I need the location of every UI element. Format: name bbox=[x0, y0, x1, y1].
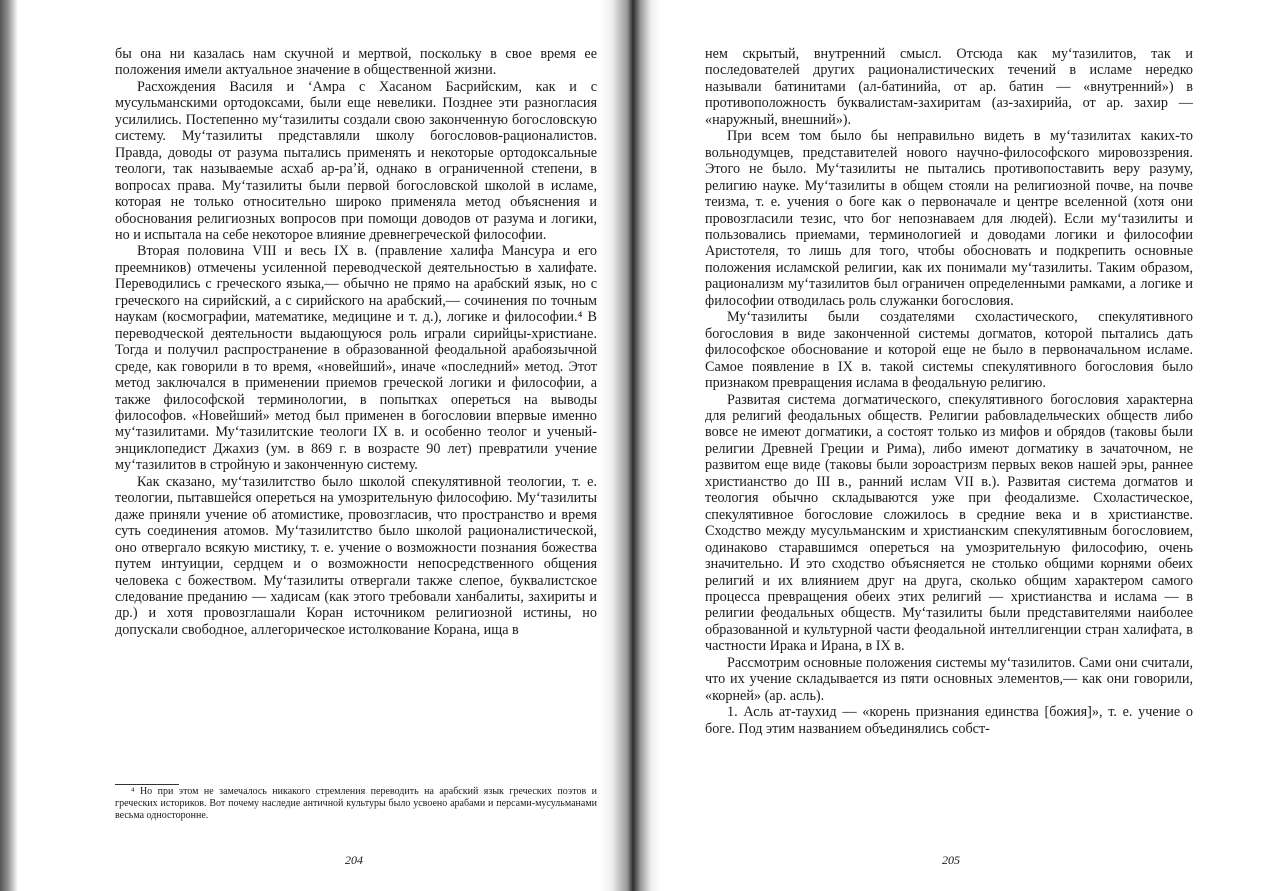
paragraph: Развитая система догматического, спекулятивного богословия характерна для религий феодальных обществ. Религии рабовладельческих обществ либо вовсе не имеют догматики, а состоят только из мифов и обрядов (таковы были религии Древней Греции и Рима), либо имеют догматику в зачаточном, не развитом еще виде (таковы были зороастризм первых веков нашей эры, раннее христианство до III в., ранний ислам VII в.). Развитая система догматов и теология обычно складываются уже при феодализме. Схоластическое, спекулятивное богословие сложилось в средние века и в христианстве. Сходство между мусульманским и христианским спекулятивным богословием, одинаково старавшимся опереться на умозрительную философию, очень значительно. И это сходство объясняется не столько общими корнями обеих религий и их влиянием друг на друга, сколько общим характером самого процесса превращения обеих этих религий — христианства и ислама — в религии феодальных обществ. Муʻтазилиты были представителями наиболее образованной и культурной части феодальной интеллигенции стран халифата, в частности Ирака и Ирана, в IX в. bbox=[705, 391, 1193, 655]
page-number-right: 205 bbox=[942, 853, 960, 867]
left-page-body bbox=[115, 46, 597, 638]
paragraph: Муʻтазилиты были создателями схоластического, спекулятивного богословия в виде законченной системы догматов, которой пытались дать философское обоснование и которой еще не было в первоначальном исламе. Самое появление в IX в. такой системы спекулятивного богословия было признаком превращения ислама в феодальную религию. bbox=[705, 309, 1193, 392]
scan-edge-shadow bbox=[0, 0, 18, 891]
footnote-rule bbox=[115, 784, 179, 785]
paragraph: При всем том было бы неправильно видеть в муʻтазилитах каких-то вольнодумцев, представителей нового научно-философского мировоззрения. Этого не было. Муʻтазилиты не пытались противопоставить веру разуму, религию науке. Муʻтазилиты в общем стояли на религиозной почве, на почве теизма, т. е. учения о боге как о первоначале и центре вселенной (хотя они провозгласили тезис, что бог непознаваем для людей). Если муʻтазилиты и пользовались приемами, терминологией и доводами логики и философии Аристотеля, то лишь для того, чтобы обосновать и подкрепить основные положения исламской религии, как их понимали муʻтазилиты. Таким образом, рационализм муʻтазилитов был ограничен определенными рамками, а логике и философии отводилась роль служанки богословия. bbox=[705, 128, 1193, 309]
paragraph: бы она ни казалась нам скучной и мертвой, поскольку в свое время ее положения имели актуальное значение в общественной жизни. bbox=[115, 46, 597, 79]
paragraph: нем скрытый, внутренний смысл. Отсюда как муʻтазилитов, так и последователей других рационалистических течений в исламе нередко называли батинитами (ал-батинийа, от ар. батин — «внутренний») в противоположность буквалистам-захиритам (аз-захирийа, от ар. захир — «наружный, внешний»). bbox=[705, 46, 1193, 128]
paragraph: Расхождения Василя и ʻАмра с Хасаном Басрийским, как и с мусульманскими ортодоксами, были еще невелики. Позднее эти разногласия усилились. Постепенно муʻтазилиты создали свою законченную богословскую систему. Муʻтазилиты представляли школу богословов-рационалистов. Правда, доводы от разума пытались применять и некоторые ортодоксальные теологи, так называемые асхаб ар-раʼй, однако в ограниченной степени, в вопросах права. Муʻтазилиты были первой богословской школой в исламе, которая не только относительно широко применяла метод объяснения и обоснования религиозных вопросов при помощи доводов от разума и логики, но и испытала на себе некоторое влияние древнегреческой философии. bbox=[115, 78, 597, 243]
right-page-body bbox=[705, 46, 1193, 737]
paragraph: Как сказано, муʻтазилитство было школой спекулятивной теологии, т. е. теологии, пытавшейся опереться на умозрительную философию. Муʻтазилиты даже приняли учение об атомистике, провозгласив, что пространство и время суть соединения атомов. Муʻтазилитство было школой рационалистической, оно отвергало всякую мистику, т. е. учение о возможности познания божества путем интуиции, сердцем и о возможности непосредственного общения человека с божеством. Муʻтазилиты отвергали также слепое, буквалистское следование преданию — хадисам (как этого требовали ханбалиты, захириты и др.) и хотя провозглашали Коран источником религиозной истины, но допускали свободное, аллегорическое истолкование Корана, ища в bbox=[115, 473, 597, 638]
right-page bbox=[705, 46, 1193, 737]
page-number-left: 204 bbox=[345, 853, 363, 867]
paragraph: Рассмотрим основные положения системы муʻтазилитов. Сами они считали, что их учение складывается из пяти основных элементов,— как они говорили, «корней» (ар. асль). bbox=[705, 654, 1193, 704]
paragraph: Вторая половина VIII и весь IX в. (правление халифа Мансура и его преемников) отмечены усиленной переводческой деятельностью в халифате. Переводились с греческого языка,— обычно не прямо на арабский язык, но с греческого на сирийский, а с сирийского на арабский,— сочинения по точным наукам (космографии, математике, медицине и т. д.), логике и философии.⁴ В переводческой деятельности выдающуюся роль играли сирийцы-христиане. Тогда и получил распространение в образованной феодальной арабоязычной среде, как говорили в то время, «новейший», иначе «последний» метод. Этот метод заключался в применении приемов греческой логики и философии, а также философской терминологии, в попытках опереться на выводы философов. «Новейший» метод был применен в богословии впервые именно муʻтазилитами. Муʻтазилитские теологи IX в. и особенно теолог и ученый-энциклопедист Джахиз (ум. в 869 г. в возрасте 90 лет) превратили учение муʻтазилитов в стройную и законченную систему. bbox=[115, 243, 597, 474]
left-page bbox=[115, 46, 597, 638]
footnote: ⁴ Но при этом не замечалось никакого стремления переводить на арабский язык греческих поэтов и греческих историков. Вот почему наследие античной культуры было усвоено арабами и персами-мусульманами весьма односторонне. bbox=[115, 786, 597, 821]
book-gutter bbox=[600, 0, 660, 891]
paragraph: 1. Асль ат-таухид — «корень признания единства [божия]», т. е. учение о боге. Под этим названием объединялись собст- bbox=[705, 704, 1193, 737]
